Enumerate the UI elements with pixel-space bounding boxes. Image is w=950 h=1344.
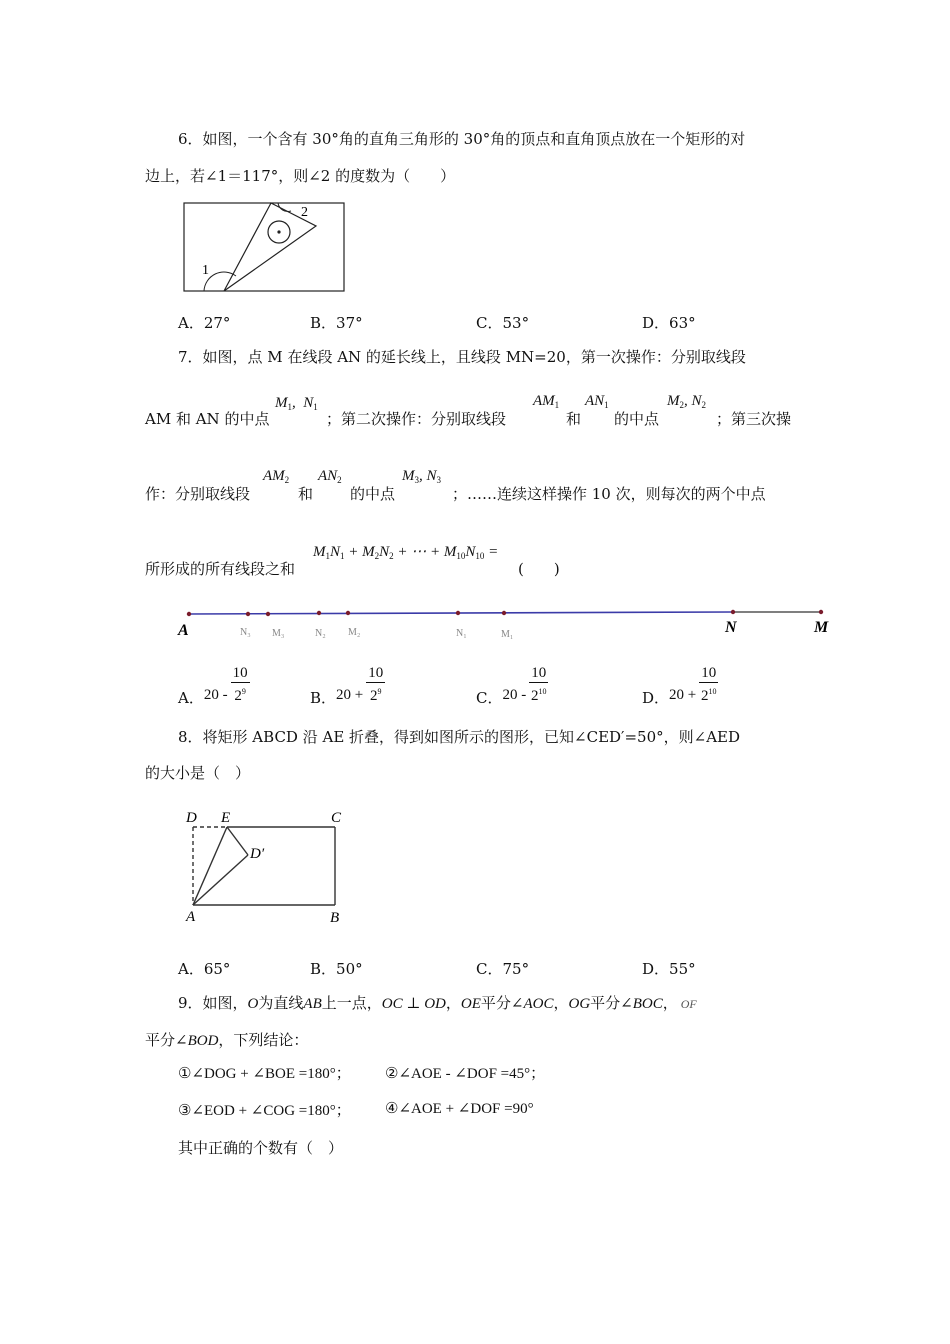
- q7-line2d: 的中点: [614, 410, 660, 428]
- q8-label-d: D: [186, 810, 197, 826]
- q8-label-b: B: [330, 910, 340, 926]
- q7-label-m: M: [814, 619, 829, 636]
- q7-line2c: 和: [566, 410, 582, 428]
- q7-am1: $AM_1$: [533, 393, 560, 410]
- q6-angle1-label: 1: [202, 263, 209, 278]
- q7-label-n2: N₂: [315, 628, 326, 639]
- q7-an2: $AN_2$: [318, 468, 342, 485]
- q6-line2: 边上，若∠1＝117°，则∠2 的度数为（ ）: [145, 167, 456, 185]
- q9-final-line: 其中正确的个数有（ ）: [178, 1139, 344, 1157]
- q8-option-b: B．50°: [310, 960, 363, 978]
- q7-option-a: A．20 - $\frac{10}{2^9}$: [178, 665, 248, 707]
- q7-line2a: AM 和 AN 的中点: [145, 410, 270, 428]
- q7-label-m1: M₁: [501, 629, 514, 640]
- q8-label-e: E: [221, 810, 231, 826]
- q9-conclusion-3: ③∠EOD + ∠COG =180°；: [178, 1103, 351, 1119]
- q8-label-dprime: D′: [250, 846, 265, 862]
- q7-label-n: N: [725, 619, 737, 636]
- q8-label-c: C: [331, 810, 342, 826]
- q9-line2: 平分∠BOD，下列结论：: [145, 1031, 309, 1049]
- q6-option-b: B．37°: [310, 314, 363, 332]
- q7-m2n2: $M_2$, $N_2$: [667, 393, 707, 410]
- q7-an1: $AN_1$: [585, 393, 609, 410]
- q7-line3d: ；……连续这样操作 10 次，则每次的两个中点: [452, 485, 766, 503]
- q7-line3c: 的中点: [350, 485, 396, 503]
- q7-label-a: A: [178, 622, 189, 639]
- q8-option-c: C．75°: [476, 960, 530, 978]
- q7-label-m2: M₂: [348, 627, 361, 638]
- q7-line1: 7．如图，点 M 在线段 AN 的延长线上，且线段 MN=20，第一次操作：分别取线段: [178, 348, 746, 366]
- q8-option-d: D．55°: [642, 960, 696, 978]
- q7-option-d: D．20 + $\frac{10}{2^{10}}$: [642, 665, 717, 707]
- q7-m1n1: $M_1$, $N_1$: [275, 395, 318, 412]
- q7-line4a: 所形成的所有线段之和: [145, 560, 296, 578]
- q8-figure: [178, 800, 358, 930]
- q7-option-c: C．20 - $\frac{10}{2^{10}}$: [476, 665, 547, 707]
- q6-option-a: A．27°: [178, 314, 231, 332]
- q9-conclusion-2: ②∠AOE - ∠DOF =45°；: [385, 1066, 546, 1082]
- q7-label-m3: M₃: [272, 628, 285, 639]
- q8-option-a: A．65°: [178, 960, 231, 978]
- q7-line2b: ；第二次操作：分别取线段: [326, 410, 507, 428]
- q8-line1: 8．将矩形 ABCD 沿 AE 折叠，得到如图所示的图形，已知∠CED′=50°，则∠AED: [178, 728, 740, 746]
- q7-m3n3: $M_3$, $N_3$: [402, 468, 442, 485]
- q7-line3a: 作：分别取线段: [145, 485, 251, 503]
- q6-figure: [178, 195, 353, 300]
- q6-option-d: D．63°: [642, 314, 696, 332]
- q9-conclusion-1: ①∠DOG + ∠BOE =180°；: [178, 1066, 351, 1082]
- q7-label-n1: N₁: [456, 628, 467, 639]
- q6-angle2-label: 2: [301, 205, 308, 220]
- q9-line1: 9．如图，O为直线AB上一点，OC ⊥ OD，OE平分∠AOC，OG平分∠BOC， OF: [178, 994, 697, 1012]
- q7-line4b: ( ): [518, 560, 560, 578]
- q7-am2: $AM_2$: [263, 468, 290, 485]
- q7-label-n3: N₃: [240, 627, 251, 638]
- q8-label-a: A: [186, 909, 196, 925]
- q7-sum-expression: $M_1N_1 + M_2N_2$ + ⋯ + $M_{10}N_{10}$ =: [313, 544, 499, 561]
- q7-option-b: B．20 + $\frac{10}{2^9}$: [310, 665, 384, 707]
- q6-option-c: C．53°: [476, 314, 530, 332]
- q7-line2e: ；第三次操: [716, 410, 792, 428]
- q7-line3b: 和: [298, 485, 314, 503]
- q8-line2: 的大小是（ ）: [145, 764, 251, 782]
- q9-conclusion-4: ④∠AOE + ∠DOF =90°: [385, 1101, 534, 1117]
- q7-figure: [170, 600, 840, 645]
- q6-line1: 6．如图，一个含有 30°角的直角三角形的 30°角的顶点和直角顶点放在一个矩形的对: [178, 130, 746, 148]
